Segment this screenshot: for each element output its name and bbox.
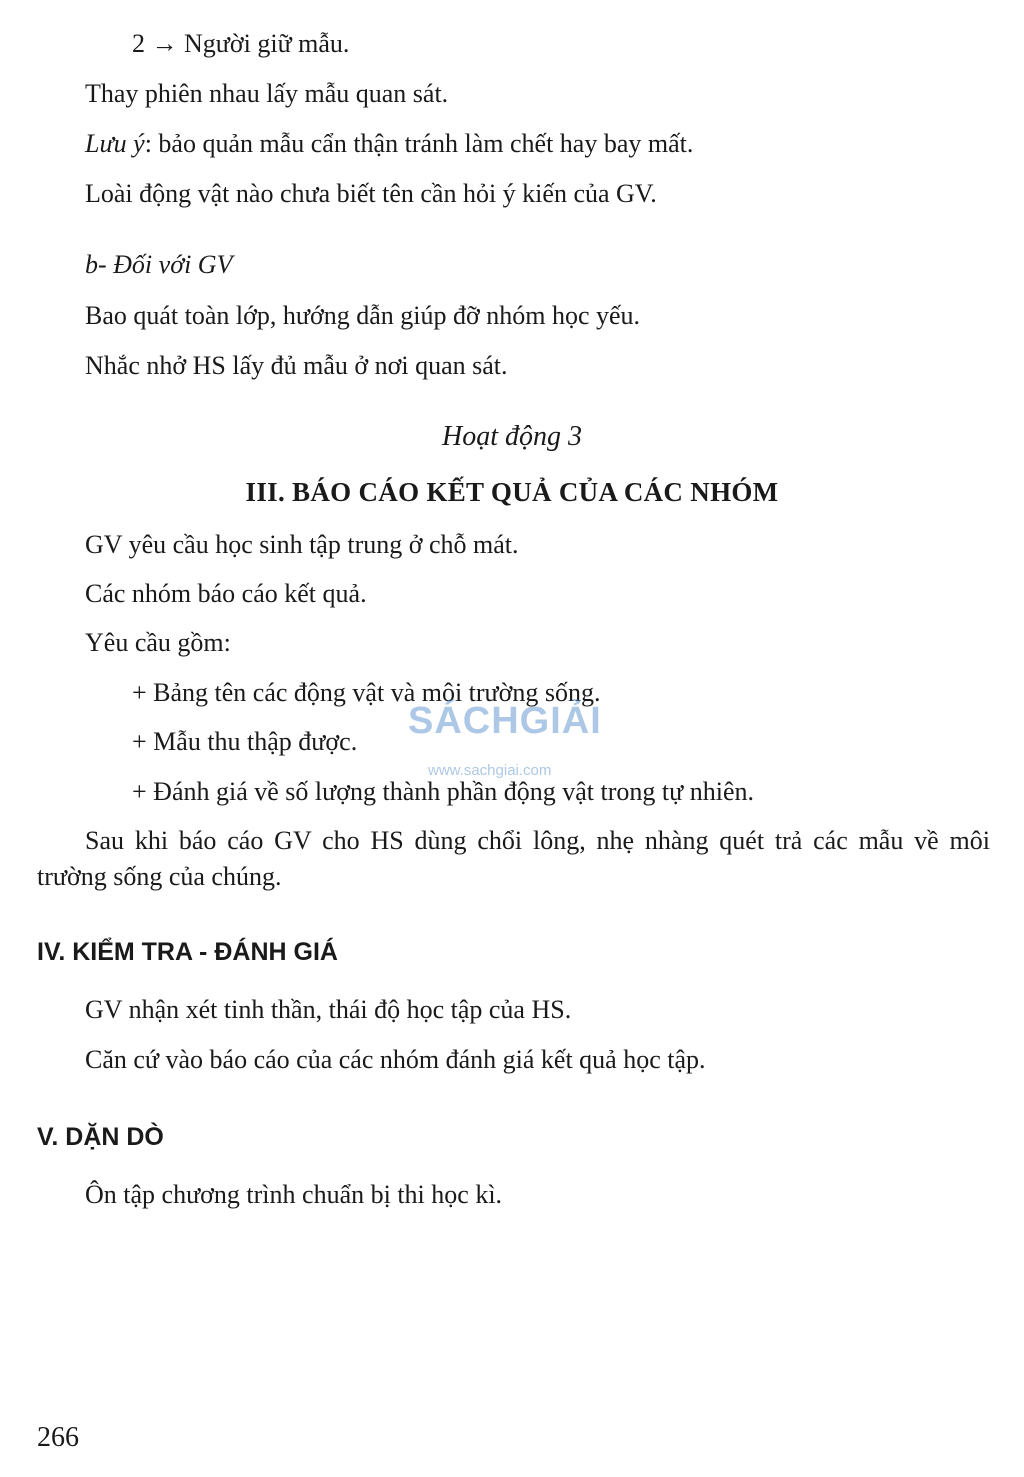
line-remind-students: Nhắc nhở HS lấy đủ mẫu ở nơi quan sát. [85, 351, 508, 380]
line-gather: GV yêu cầu học sinh tập trung ở chỗ mát. [85, 530, 519, 559]
line-note [85, 128, 693, 160]
section-3-title: III. BÁO CÁO KẾT QUẢ CỦA CÁC NHÓM [245, 477, 779, 507]
line-evaluate-results: Căn cứ vào báo cáo của các nhóm đánh giá kết quả học tập. [85, 1045, 706, 1074]
line-groups-report: Các nhóm báo cáo kết quả. [85, 579, 367, 608]
section-4-title: IV. KIỂM TRA - ĐÁNH GIÁ [37, 938, 338, 966]
subheading-for-teacher: b- Đối với GV [85, 250, 233, 279]
section-5-title: V. DẶN DÒ [37, 1123, 164, 1151]
line-oversee-class: Bao quát toàn lớp, hướng dẫn giúp đỡ nhóm học yếu. [85, 301, 641, 330]
line-requirements: Yêu cầu gồm: [85, 628, 231, 657]
watermark-url: www.sachgiai.com [428, 762, 552, 779]
line-ask-teacher: Loài động vật nào chưa biết tên cần hỏi ý kiến của GV. [85, 179, 657, 208]
watermark-logo [408, 700, 618, 785]
paragraph-return-samples: Sau khi báo cáo GV cho HS dùng chổi lông, nhẹ nhàng quét trả các mẫu về môi trường sống của chúng. [37, 826, 990, 891]
line-review: Ôn tập chương trình chuẩn bị thi học kì. [85, 1180, 503, 1209]
line-teacher-comments: GV nhận xét tinh thần, thái độ học tập của HS. [85, 995, 572, 1024]
activity-heading: Hoạt động 3 [442, 421, 582, 452]
bullet-samples: + Mẫu thu thập được. [132, 727, 358, 756]
note-text: : bảo quản mẫu cẩn thận tránh làm chết hay bay mất. [144, 129, 694, 158]
watermark-word: SÁCHGIẢI [408, 700, 602, 742]
note-label: Lưu ý [85, 129, 145, 158]
line-sample-keeper: 2 → Người giữ mẫu. [132, 29, 350, 58]
bullet-animal-table: + Bảng tên các động vật và môi trường sống. [132, 678, 601, 707]
page-number: 266 [37, 1422, 79, 1453]
line-take-turns: Thay phiên nhau lấy mẫu quan sát. [85, 79, 449, 108]
bullet-evaluation: + Đánh giá về số lượng thành phần động vật trong tự nhiên. [132, 777, 754, 806]
